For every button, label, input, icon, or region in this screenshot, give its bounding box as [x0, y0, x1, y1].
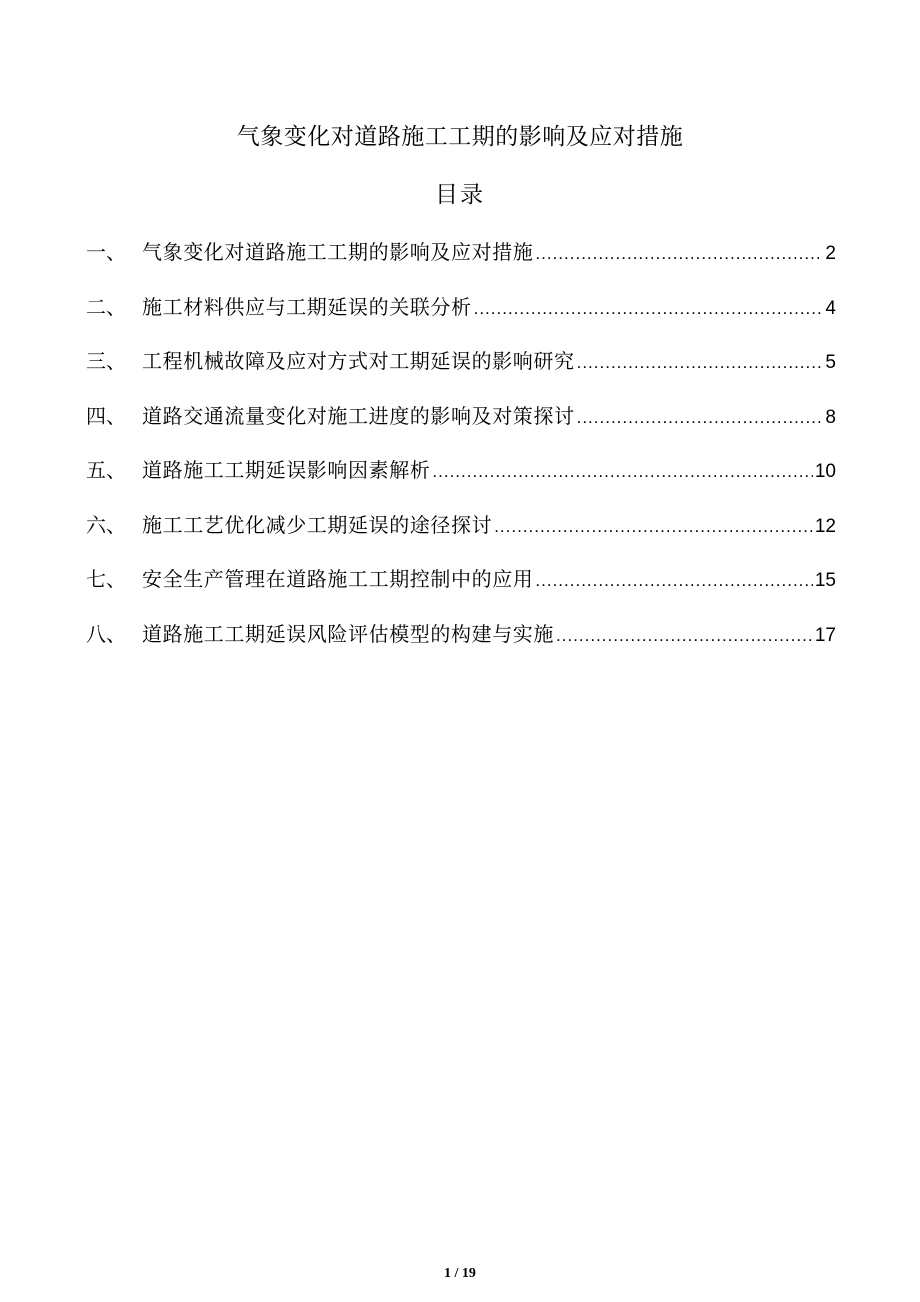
toc-entry[interactable]	[86, 505, 836, 560]
toc-entry[interactable]	[86, 614, 836, 669]
document-title: 气象变化对道路施工工期的影响及应对措施	[236, 124, 684, 150]
toc-entry-title: 道路施工工期延误影响因素解析	[142, 458, 431, 482]
toc-dot-leader	[535, 234, 823, 274]
toc-entry[interactable]	[86, 232, 836, 287]
toc-entry-page: 4	[825, 297, 836, 319]
toc-entry-page: 8	[825, 406, 836, 428]
toc-entry-page: 2	[825, 243, 836, 264]
toc-heading: 目录	[435, 182, 485, 208]
toc-entry-number: 六、	[86, 512, 126, 537]
toc-entry-page: 15	[814, 570, 836, 591]
toc-entry[interactable]	[86, 559, 836, 614]
toc-entry-title: 安全生产管理在道路施工工期控制中的应用	[142, 567, 534, 591]
toc-dot-leader	[494, 507, 813, 547]
toc-entry-number: 二、	[86, 294, 126, 319]
toc-entry-number: 五、	[86, 458, 126, 482]
page-indicator: 1 / 19	[444, 1266, 476, 1281]
toc-entry-number: 八、	[86, 621, 126, 646]
toc-entry-title: 施工工艺优化减少工期延误的途径探讨	[142, 512, 493, 537]
toc-entry-page: 17	[814, 624, 836, 646]
toc-entry-number: 四、	[86, 403, 126, 428]
toc-entry-title: 工程机械故障及应对方式对工期延误的影响研究	[142, 349, 575, 373]
table-of-contents	[86, 232, 836, 668]
toc-dot-leader	[535, 561, 812, 601]
toc-dot-leader	[577, 398, 824, 438]
toc-entry-number: 三、	[86, 349, 126, 373]
toc-entry[interactable]	[86, 341, 836, 396]
toc-dot-leader	[474, 289, 824, 329]
toc-dot-leader	[556, 616, 813, 656]
toc-entry[interactable]	[86, 287, 836, 342]
toc-dot-leader	[577, 343, 824, 383]
toc-entry-number: 七、	[86, 567, 126, 591]
toc-entry-number: 一、	[86, 240, 126, 264]
toc-entry-page: 12	[814, 515, 836, 537]
toc-entry-title: 道路施工工期延误风险评估模型的构建与实施	[142, 621, 554, 646]
toc-entry[interactable]	[86, 450, 836, 505]
toc-entry-page: 5	[825, 352, 836, 373]
toc-entry[interactable]	[86, 396, 836, 451]
toc-entry-title: 施工材料供应与工期延误的关联分析	[142, 294, 472, 319]
toc-entry-title: 道路交通流量变化对施工进度的影响及对策探讨	[142, 403, 575, 428]
toc-entry-title: 气象变化对道路施工工期的影响及应对措施	[142, 240, 534, 264]
toc-entry-page: 10	[814, 461, 836, 482]
toc-dot-leader	[432, 452, 812, 492]
